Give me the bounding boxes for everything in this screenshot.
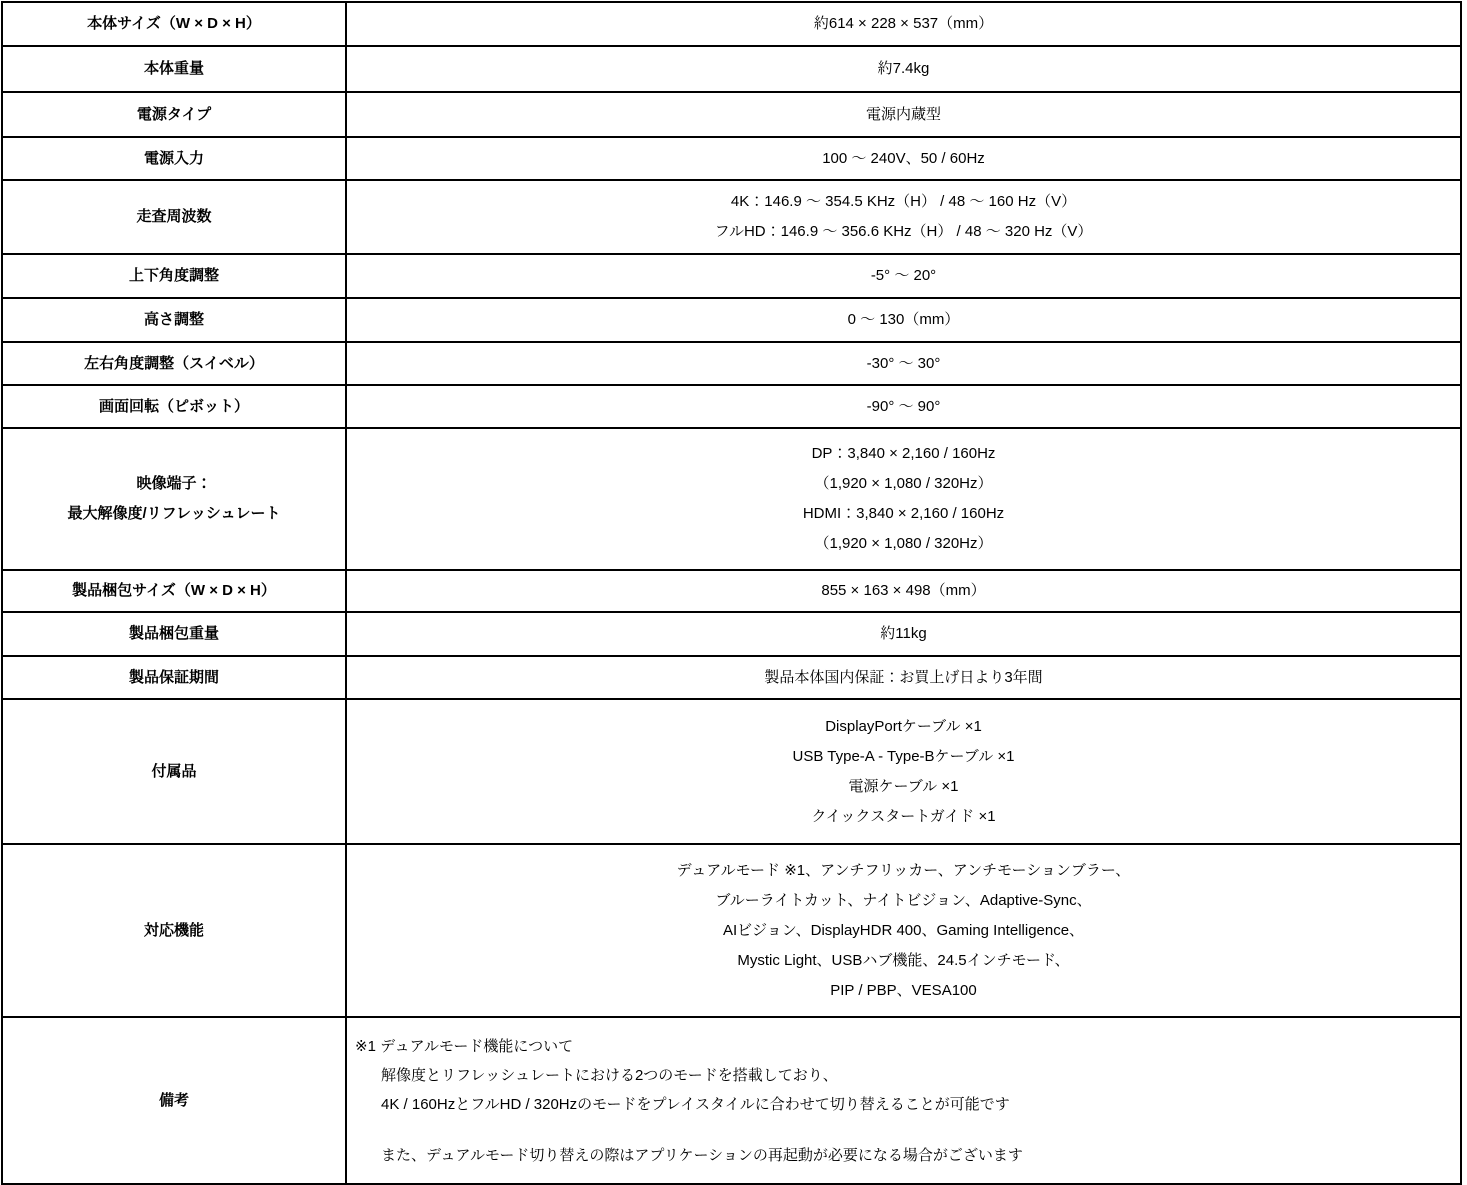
spec-label-line: 高さ調整 [143, 311, 204, 328]
spec-value-cell [346, 298, 1461, 342]
spec-label-cell [2, 699, 346, 844]
spec-value-line: -5° ～ 20° [870, 267, 937, 284]
spec-label-line: 最大解像度/リフレッシュレート [67, 505, 281, 522]
spec-label-line: 走査周波数 [136, 208, 212, 225]
spec-label-cell [2, 92, 346, 137]
spec-value-line: 100 ～ 240V、50 / 60Hz [822, 149, 985, 167]
spec-value-line: 0 ～ 130（mm） [847, 311, 960, 328]
spec-row [2, 428, 1461, 570]
spec-row [2, 2, 1461, 46]
spec-value-cell [346, 137, 1461, 180]
spec-value-line: 電源内蔵型 [865, 105, 941, 123]
spec-label-line: 画面回転（ピボット） [98, 397, 249, 415]
spec-label-line: 左右角度調整（スイベル） [84, 354, 264, 372]
spec-row [2, 92, 1461, 137]
spec-value-line: 製品本体国内保証：お買上げ日より3年間 [764, 668, 1043, 686]
spec-value-line: -90° ～ 90° [866, 397, 941, 415]
spec-value-line: DP：3,840 × 2,160 / 160Hz [811, 445, 996, 462]
spec-label-cell [2, 254, 346, 298]
spec-value-line: PIP / PBP、VESA100 [830, 981, 977, 999]
spec-value-line: 解像度とリフレッシュレートにおける2つのモードを搭載しており、 [381, 1066, 838, 1084]
spec-label-cell [2, 656, 346, 699]
spec-row [2, 1017, 1461, 1184]
spec-value-cell [346, 342, 1461, 385]
spec-value-line: AIビジョン、DisplayHDR 400、Gaming Intelligence、 [722, 921, 1085, 939]
spec-label-cell [2, 342, 346, 385]
spec-value-line: -30° ～ 30° [866, 354, 941, 372]
spec-value-line: また、デュアルモード切り替えの際はアプリケーションの再起動が必要になる場合がございます [381, 1146, 1023, 1164]
spec-value-cell [346, 92, 1461, 137]
spec-label-cell [2, 46, 346, 92]
spec-table [1, 1, 1462, 1185]
spec-label-line: 本体サイズ（W × D × H） [87, 15, 261, 32]
spec-value-cell [346, 612, 1461, 656]
spec-value-line: ブルーライトカット、ナイトビジョン、Adaptive-Sync、 [715, 891, 1092, 909]
spec-value-line: DisplayPortケーブル ×1 [825, 717, 982, 735]
spec-value-line: 約614 × 228 × 537（mm） [813, 15, 994, 32]
spec-value-line: 約11kg [880, 625, 927, 642]
spec-label-line: 製品保証期間 [128, 668, 219, 686]
spec-label-line: 映像端子： [136, 475, 212, 492]
spec-label-line: 電源入力 [143, 149, 204, 167]
spec-value-line: Mystic Light、USBハブ機能、24.5インチモード、 [737, 951, 1070, 969]
spec-row [2, 342, 1461, 385]
spec-row [2, 254, 1461, 298]
spec-label-cell [2, 137, 346, 180]
spec-label-cell [2, 844, 346, 1017]
spec-value-line [355, 1119, 1452, 1141]
spec-label-cell [2, 612, 346, 656]
spec-value-cell [346, 46, 1461, 92]
spec-row [2, 844, 1461, 1017]
spec-value-line: ※1 デュアルモード機能について [355, 1037, 574, 1055]
spec-value-line: （1,920 × 1,080 / 320Hz） [814, 475, 993, 492]
spec-value-cell [346, 2, 1461, 46]
spec-value-cell [346, 699, 1461, 844]
spec-value-line: 4K / 160HzとフルHD / 320Hzのモードをプレイスタイルに合わせて切り替えることが可能です [381, 1095, 1010, 1113]
spec-row [2, 385, 1461, 428]
spec-value-line: 855 × 163 × 498（mm） [821, 582, 986, 599]
spec-row [2, 656, 1461, 699]
spec-value-cell [346, 385, 1461, 428]
spec-value-line: デュアルモード ※1、アンチフリッカー、アンチモーションブラー、 [676, 861, 1131, 879]
spec-label-cell [2, 1017, 346, 1184]
spec-value-cell [346, 254, 1461, 298]
spec-label-line: 製品梱包サイズ（W × D × H） [72, 582, 276, 599]
spec-label-cell [2, 385, 346, 428]
spec-label-line: 備考 [158, 1091, 189, 1109]
spec-value-cell [346, 656, 1461, 699]
spec-label-cell [2, 298, 346, 342]
spec-value-cell [346, 844, 1461, 1017]
spec-label-cell [2, 2, 346, 46]
spec-row [2, 612, 1461, 656]
spec-value-line: 電源ケーブル ×1 [848, 777, 959, 795]
spec-label-cell [2, 570, 346, 612]
spec-label-line: 本体重量 [143, 60, 204, 77]
spec-value-line: 4K：146.9 ～ 354.5 KHz（H） / 48 ～ 160 Hz（V） [730, 193, 1077, 210]
spec-label-line: 付属品 [151, 762, 197, 780]
spec-value-line: USB Type-A - Type-Bケーブル ×1 [792, 747, 1015, 765]
spec-row [2, 137, 1461, 180]
spec-label-line: 対応機能 [143, 921, 204, 939]
spec-value-cell [346, 428, 1461, 570]
spec-table-body [2, 2, 1461, 1184]
spec-row [2, 298, 1461, 342]
spec-value-cell [346, 570, 1461, 612]
spec-label-line: 製品梱包重量 [128, 625, 219, 642]
spec-value-line: フルHD：146.9 ～ 356.6 KHz（H） / 48 ～ 320 Hz（V） [714, 223, 1093, 240]
spec-value-line: （1,920 × 1,080 / 320Hz） [814, 535, 993, 552]
spec-label-cell [2, 428, 346, 570]
spec-row [2, 180, 1461, 254]
spec-label-line: 上下角度調整 [128, 267, 219, 284]
spec-row [2, 46, 1461, 92]
spec-value-cell [346, 1017, 1461, 1184]
spec-value-line: HDMI：3,840 × 2,160 / 160Hz [802, 505, 1005, 522]
spec-value-cell [346, 180, 1461, 254]
spec-value-line: 約7.4kg [877, 60, 930, 77]
spec-label-cell [2, 180, 346, 254]
spec-row [2, 570, 1461, 612]
spec-row [2, 699, 1461, 844]
spec-label-line: 電源タイプ [136, 105, 212, 123]
spec-value-line: クイックスタートガイド ×1 [811, 807, 996, 825]
